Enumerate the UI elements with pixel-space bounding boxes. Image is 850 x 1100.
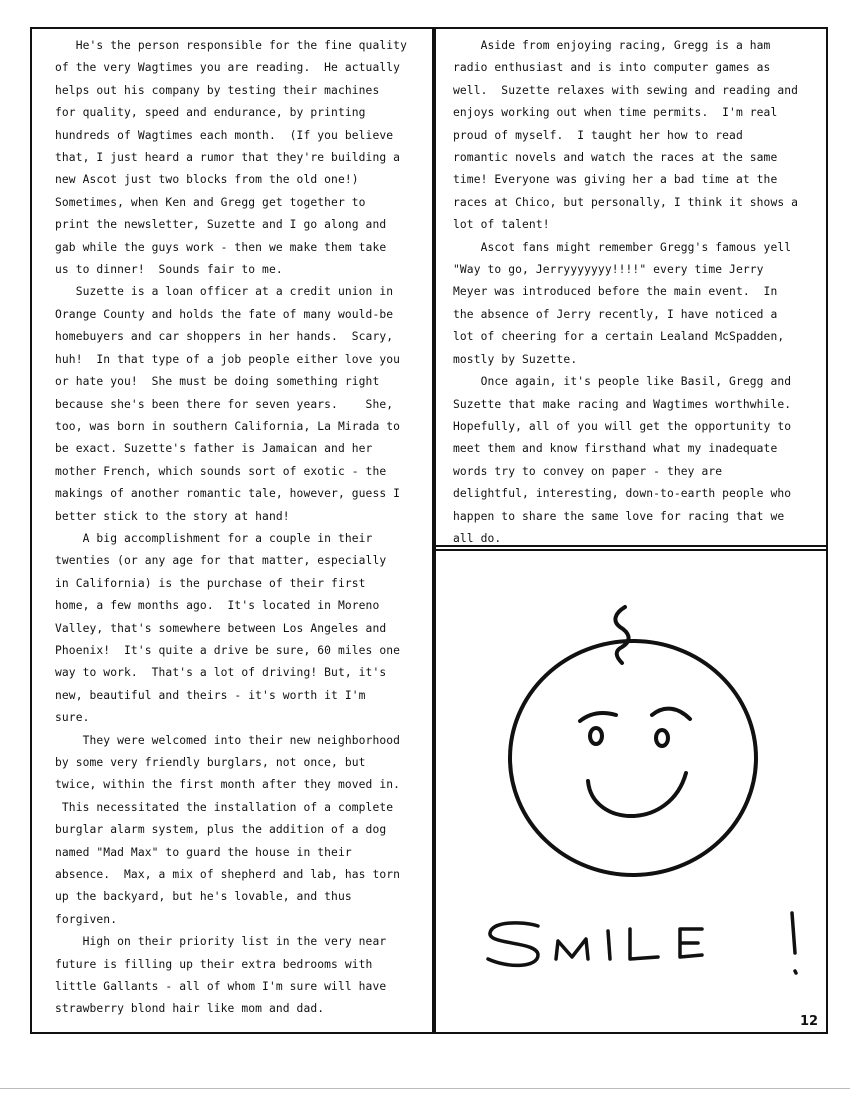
column-divider	[432, 27, 436, 1034]
text-line: huh! In that type of a job people either love you	[55, 352, 401, 366]
text-line: named "Mad Max" to guard the house in their	[55, 845, 352, 859]
text-line: helps out his company by testing their machines	[55, 83, 380, 97]
text-line: the absence of Jerry recently, I have noticed a	[453, 307, 778, 321]
text-line: makings of another romantic tale, however, guess I	[55, 487, 401, 501]
smile-caption-text: SMILE!	[440, 555, 444, 556]
text-line: little Gallants - all of whom I'm sure will have	[55, 980, 387, 994]
text-line: Meyer was introduced before the main event. In	[453, 285, 778, 299]
right-eyebrow-icon	[652, 709, 690, 719]
text-line: Suzette is a loan officer at a credit union in	[55, 285, 394, 299]
text-line: radio enthusiast and is into computer games as	[453, 61, 771, 75]
text-line: romantic novels and watch the races at the same	[453, 151, 778, 165]
text-line: They were welcomed into their new neighborhood	[55, 733, 401, 747]
text-line: High on their priority list in the very near	[55, 935, 387, 949]
text-line: Valley, that's somewhere between Los Angeles and	[55, 621, 387, 635]
text-line: Suzette that make racing and Wagtimes worthwhile.	[453, 397, 792, 411]
text-line: meet them and know firsthand what my inadequate	[453, 442, 778, 456]
text-line: that, I just heard a rumor that they're building a	[55, 151, 401, 165]
scan-edge-line	[0, 1088, 850, 1089]
text-line: of the very Wagtimes you are reading. He actually	[55, 61, 401, 75]
text-line: proud of myself. I taught her how to read	[453, 128, 743, 142]
text-line: lot of talent!	[453, 218, 550, 232]
text-line: be exact. Suzette's father is Jamaican and her	[55, 442, 373, 456]
left-article-column	[55, 35, 427, 1021]
text-line: print the newsletter, Suzette and I go along and	[55, 218, 387, 232]
text-line: better stick to the story at hand!	[55, 509, 290, 523]
text-line: mother French, which sounds sort of exotic - the	[55, 464, 387, 478]
text-line: words try to convey on paper - they are	[453, 464, 723, 478]
text-line: delightful, interesting, down-to-earth people who	[453, 487, 792, 501]
left-eyebrow-icon	[580, 713, 616, 721]
text-line: Once again, it's people like Basil, Gregg and	[453, 375, 792, 389]
text-line: burglar alarm system, plus the addition of a dog	[55, 823, 387, 837]
text-line: forgiven.	[55, 912, 118, 926]
left-eye-icon	[590, 728, 602, 744]
text-line: lot of cheering for a certain Lealand McSpadden,	[453, 330, 785, 344]
text-line: new, beautiful and theirs - it's worth it I'm	[55, 688, 366, 702]
text-line: well. Suzette relaxes with sewing and reading and	[453, 83, 799, 97]
hair-curl-icon	[615, 607, 628, 663]
text-line: new Ascot just two blocks from the old one!)	[55, 173, 359, 187]
text-line: hundreds of Wagtimes each month. (If you believe	[55, 128, 394, 142]
text-line: He's the person responsible for the fine quality	[55, 39, 407, 52]
smile-mouth-icon	[588, 773, 686, 816]
text-line: strawberry blond hair like mom and dad.	[55, 1002, 325, 1016]
text-line: future is filling up their extra bedrooms with	[55, 957, 373, 971]
right-article-column	[453, 35, 813, 550]
text-line: because she's been there for seven years. She,	[55, 397, 394, 411]
text-line: gab while the guys work - then we make them take	[55, 240, 387, 254]
text-line: sure.	[55, 711, 90, 725]
text-line: Sometimes, when Ken and Gregg get together to	[55, 195, 366, 209]
text-line: Ascot fans might remember Gregg's famous yell	[453, 240, 792, 254]
text-line: Aside from enjoying racing, Gregg is a ham	[453, 39, 771, 52]
smiley-drawing	[440, 555, 820, 1000]
text-line: by some very friendly burglars, not once, but	[55, 756, 366, 769]
text-line: happen to share the same love for racing that we	[453, 509, 785, 523]
text-line: Orange County and holds the fate of many would-be	[55, 307, 394, 321]
text-line: A big accomplishment for a couple in their	[55, 531, 373, 545]
text-line: enjoys working out when time permits. I'm real	[453, 106, 778, 120]
text-line: Hopefully, all of you will get the opportunity to	[453, 419, 792, 433]
text-line: "Way to go, Jerryyyyyyy!!!!" every time Jerry	[453, 263, 764, 277]
text-line: twenties (or any age for that matter, especially	[55, 554, 387, 568]
text-line: time! Everyone was giving her a bad time at the	[453, 173, 778, 187]
text-line: mostly by Suzette.	[453, 352, 578, 366]
text-line: in California) is the purchase of their first	[55, 576, 366, 590]
text-line: for quality, speed and endurance, by printing	[55, 106, 366, 120]
page-number: 12	[800, 1014, 819, 1029]
text-line: all do.	[453, 531, 502, 545]
right-eye-icon	[656, 730, 668, 746]
text-line: Phoenix! It's quite a drive be sure, 60 miles one	[55, 643, 401, 657]
text-line: races at Chico, but personally, I think it shows a	[453, 195, 799, 209]
text-line: or hate you! She must be doing something right	[55, 375, 380, 389]
smile-caption-drawing	[488, 913, 796, 973]
text-line: up the backyard, but he's lovable, and thus	[55, 890, 352, 904]
text-line: absence. Max, a mix of shepherd and lab, has torn	[55, 868, 401, 882]
text-line: too, was born in southern California, La Mirada to	[55, 419, 401, 433]
text-line: This necessitated the installation of a complete	[55, 800, 394, 814]
text-line: way to work. That's a lot of driving! But, it's	[55, 666, 387, 680]
face-outline-icon	[510, 641, 756, 875]
text-line: home, a few months ago. It's located in Moreno	[55, 599, 380, 613]
text-line: twice, within the first month after they moved in.	[55, 778, 401, 792]
text-line: us to dinner! Sounds fair to me.	[55, 263, 283, 277]
text-line: homebuyers and car shoppers in her hands. Scary,	[55, 330, 394, 344]
